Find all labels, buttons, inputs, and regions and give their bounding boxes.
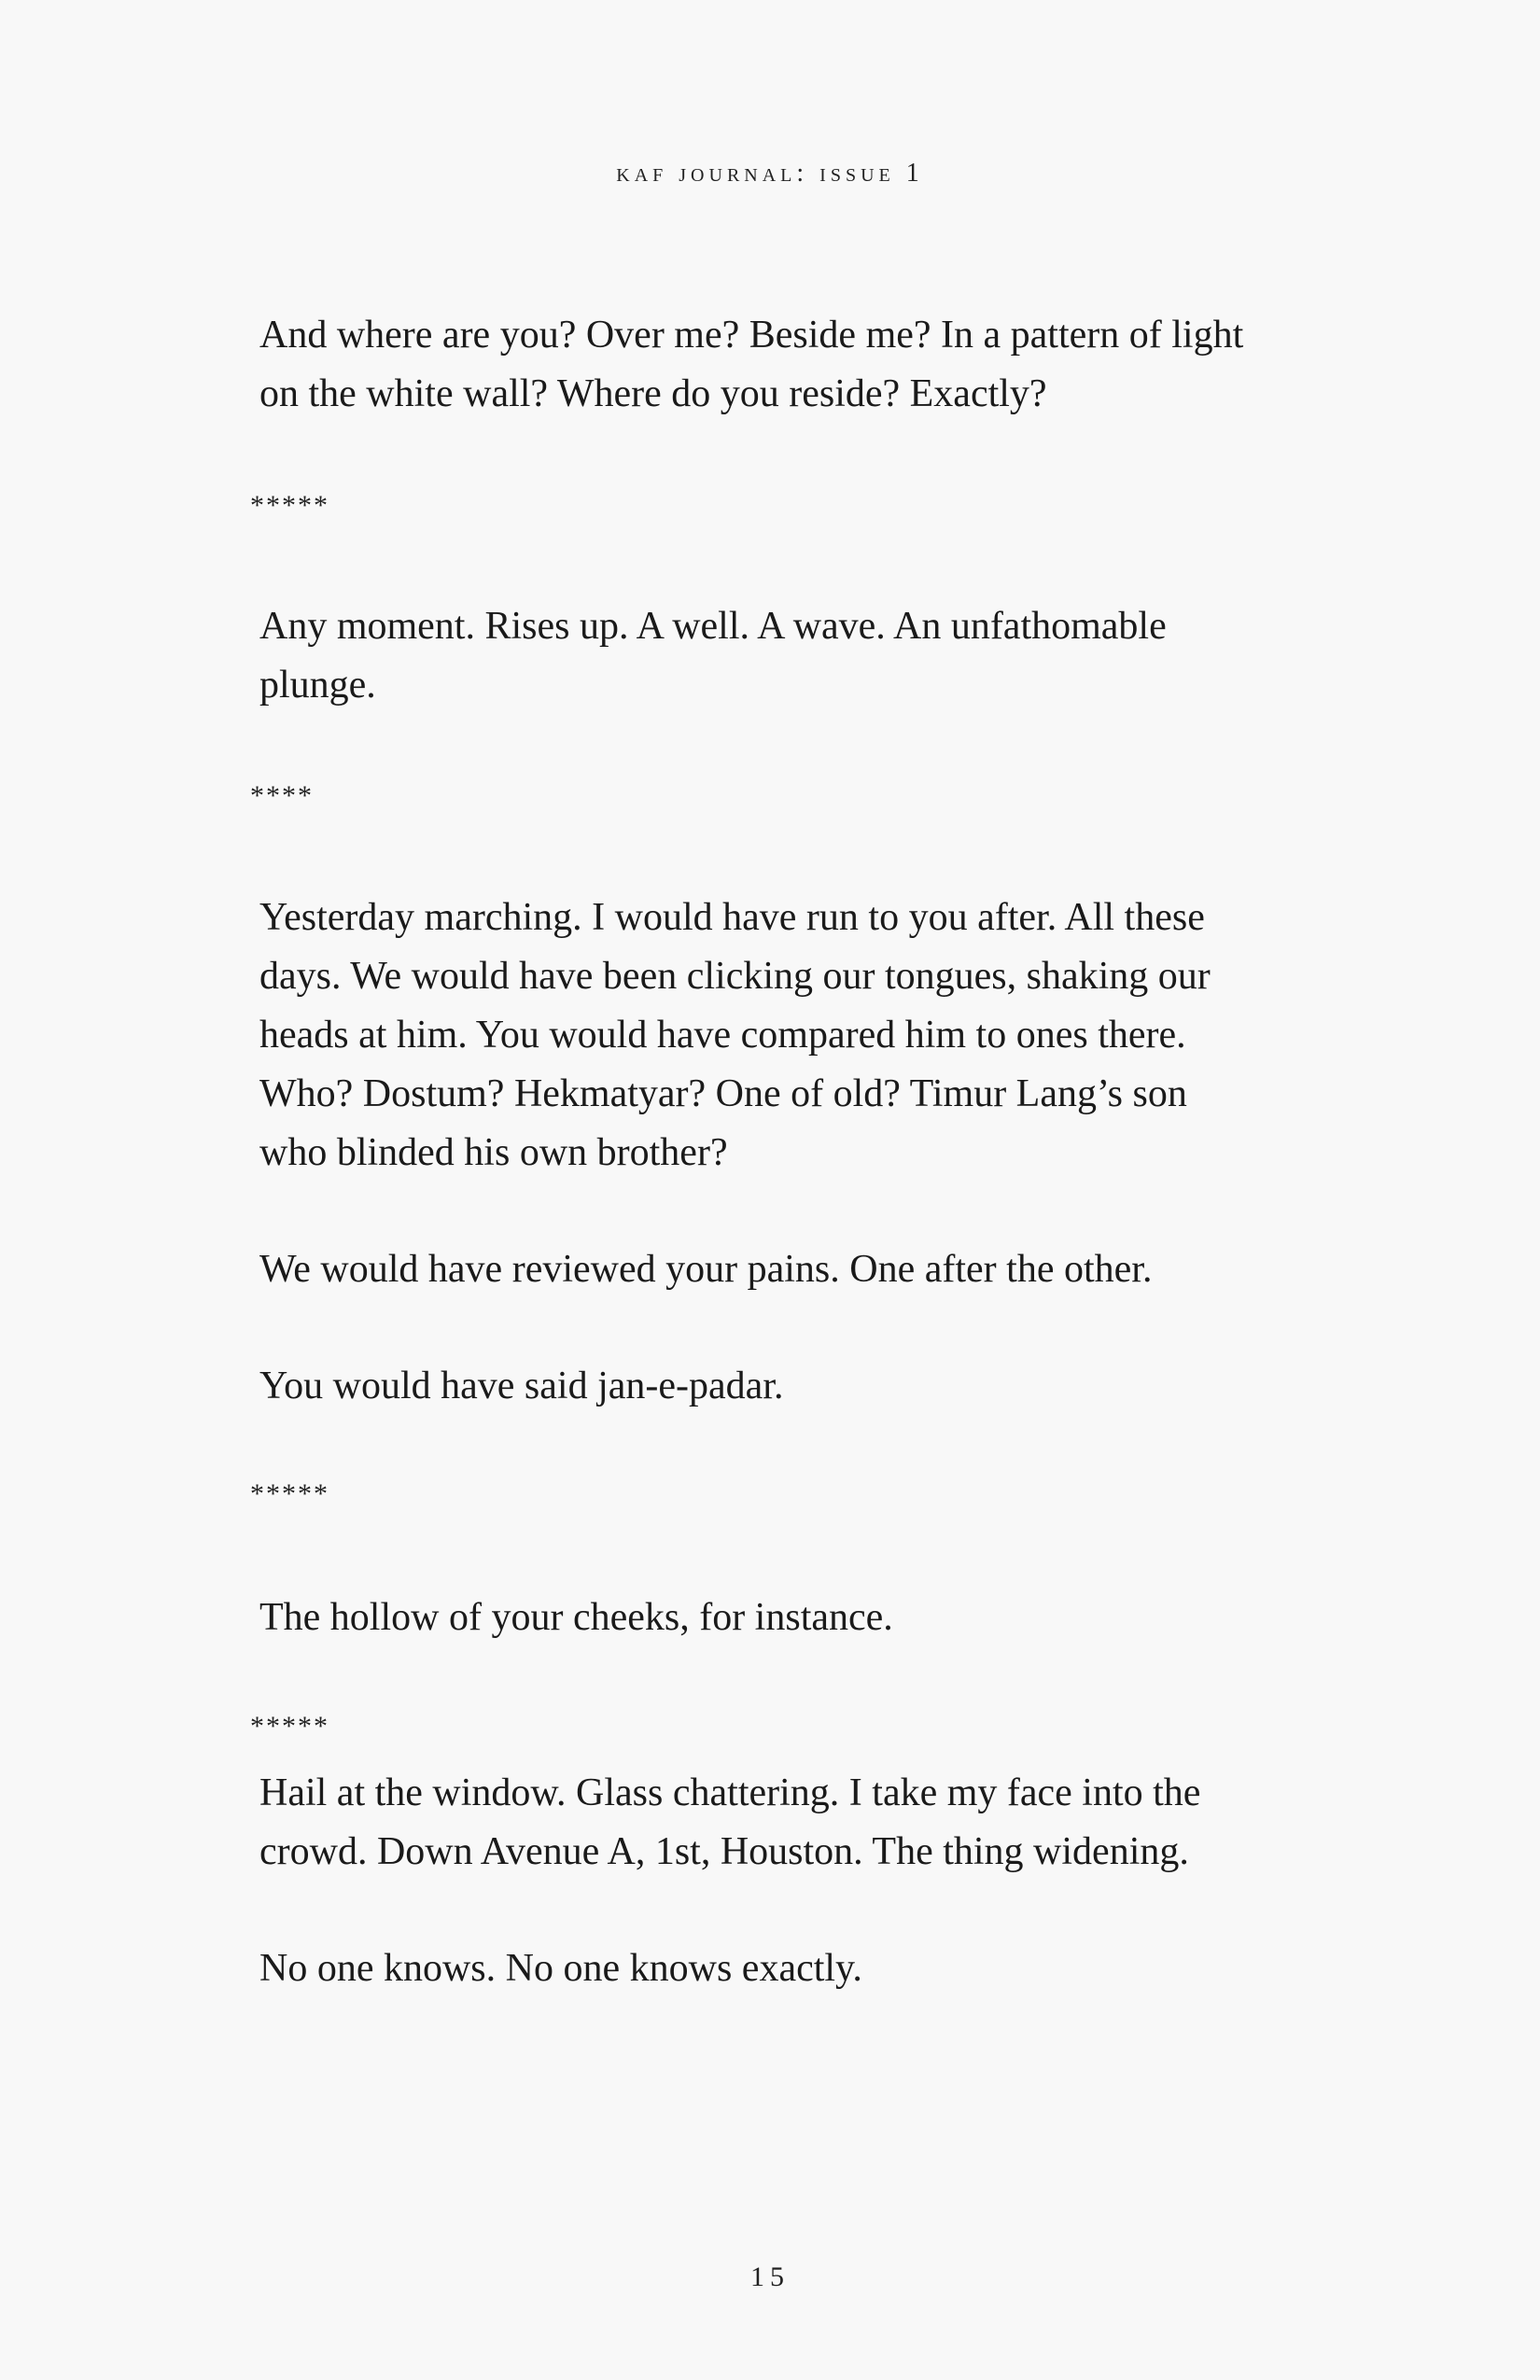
paragraph: The hollow of your cheeks, for instance. xyxy=(259,1596,893,1639)
section-separator: **** xyxy=(250,780,314,811)
paragraph: Hail at the window. Glass chattering. I take my face into the crowd. Down Avenue A, 1st, Houston. The thing widening. xyxy=(259,1771,1201,1873)
text-block-2 xyxy=(259,597,1314,715)
section-separator: ***** xyxy=(250,1711,329,1742)
paragraph: And where are you? Over me? Beside me? In a pattern of light on the white wall? Where do you reside? Exactly? xyxy=(259,314,1244,415)
paragraph: Any moment. Rises up. A well. A wave. An unfathomable plunge. xyxy=(259,605,1167,707)
section-separator: ***** xyxy=(250,1478,329,1509)
page-number: 15 xyxy=(750,2261,790,2292)
text-block-5 xyxy=(259,1764,1314,1998)
section-separator: ***** xyxy=(250,490,329,521)
paragraph: You would have said jan-e-padar. xyxy=(259,1365,784,1407)
text-block-1 xyxy=(259,306,1314,424)
paragraph: Yesterday marching. I would have run to you after. All these days. We would have been clicking our tongues, shaking our heads at him. You would have compared him to ones there. Who? Dostum? Hekmatyar? One of old? Timur Lang’s son who blinded his own brother? xyxy=(259,896,1211,1174)
paragraph: No one knows. No one knows exactly. xyxy=(259,1947,862,1990)
paragraph: We would have reviewed your pains. One after the other. xyxy=(259,1248,1153,1291)
running-header: kaf journal: issue 1 xyxy=(616,159,924,188)
text-block-3 xyxy=(259,889,1314,1416)
text-block-4 xyxy=(259,1589,1314,1647)
